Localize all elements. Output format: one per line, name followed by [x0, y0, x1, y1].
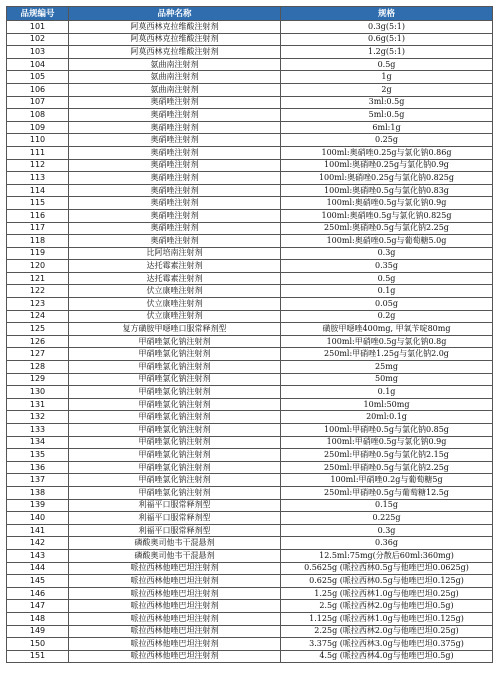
cell-code: 112 [7, 159, 69, 172]
cell-code: 122 [7, 285, 69, 298]
cell-name: 氨曲南注射剂 [69, 71, 281, 84]
cell-name: 复方磺胺甲噁唑口服常释剂型 [69, 323, 281, 336]
cell-code: 129 [7, 373, 69, 386]
cell-name: 阿莫西林克拉维酸注射剂 [69, 21, 281, 34]
table-row [7, 436, 493, 449]
table-row [7, 398, 493, 411]
cell-name: 利福平口服常释剂型 [69, 512, 281, 525]
cell-spec: 100ml:奥硝唑0.25g与氯化钠0.86g [281, 146, 493, 159]
cell-name: 甲硝唑氯化钠注射剂 [69, 411, 281, 424]
cell-name: 奥硝唑注射剂 [69, 109, 281, 122]
cell-name: 甲硝唑氯化钠注射剂 [69, 461, 281, 474]
cell-spec: 0.225g [281, 512, 493, 525]
table-row [7, 600, 493, 613]
cell-spec: 100ml:奥硝唑0.5g与氯化钠0.825g [281, 209, 493, 222]
cell-code: 119 [7, 247, 69, 260]
cell-name: 奥硝唑注射剂 [69, 197, 281, 210]
table-row [7, 197, 493, 210]
cell-code: 126 [7, 335, 69, 348]
cell-name: 甲硝唑氯化钠注射剂 [69, 436, 281, 449]
cell-name: 甲硝唑氯化钠注射剂 [69, 361, 281, 374]
table-body [7, 21, 493, 663]
cell-spec: 0.05g [281, 298, 493, 311]
table-row [7, 424, 493, 437]
cell-name: 哌拉西林他唑巴坦注射剂 [69, 650, 281, 663]
header-row [7, 7, 493, 21]
cell-spec: 100ml:甲硝唑0.5g与氯化钠0.9g [281, 436, 493, 449]
table-row [7, 650, 493, 663]
table-row [7, 612, 493, 625]
table-row [7, 247, 493, 260]
cell-name: 伏立康唑注射剂 [69, 310, 281, 323]
cell-code: 102 [7, 33, 69, 46]
cell-spec: 0.5g [281, 272, 493, 285]
cell-spec: 4.5g (哌拉西林4.0g与他唑巴坦0.5g) [281, 650, 493, 663]
cell-spec: 1.25g (哌拉西林1.0g与他唑巴坦0.25g) [281, 587, 493, 600]
cell-code: 140 [7, 512, 69, 525]
table-row [7, 524, 493, 537]
cell-spec: 250ml:甲硝唑0.5g与葡萄糖12.5g [281, 486, 493, 499]
spec-table [6, 6, 493, 663]
table-row [7, 121, 493, 134]
table-row [7, 499, 493, 512]
cell-spec: 100ml:奥硝唑0.25g与氯化钠0.825g [281, 172, 493, 185]
header-name: 品种名称 [69, 7, 281, 21]
cell-code: 115 [7, 197, 69, 210]
cell-code: 134 [7, 436, 69, 449]
cell-name: 奥硝唑注射剂 [69, 172, 281, 185]
table-row [7, 222, 493, 235]
cell-code: 131 [7, 398, 69, 411]
header-spec: 规格 [281, 7, 493, 21]
cell-name: 哌拉西林他唑巴坦注射剂 [69, 562, 281, 575]
cell-code: 143 [7, 549, 69, 562]
cell-spec: 0.3g [281, 247, 493, 260]
cell-spec: 2.25g (哌拉西林2.0g与他唑巴坦0.25g) [281, 625, 493, 638]
table-row [7, 562, 493, 575]
cell-code: 147 [7, 600, 69, 613]
cell-spec: 50mg [281, 373, 493, 386]
table-row [7, 21, 493, 34]
cell-spec: 100ml:奥硝唑0.5g与氯化钠0.83g [281, 184, 493, 197]
header-code: 品规编号 [7, 7, 69, 21]
cell-spec: 磺胺甲噁唑400mg, 甲氧苄啶80mg [281, 323, 493, 336]
cell-name: 奥硝唑注射剂 [69, 159, 281, 172]
cell-code: 123 [7, 298, 69, 311]
table-row [7, 474, 493, 487]
cell-code: 111 [7, 146, 69, 159]
table-row [7, 348, 493, 361]
cell-name: 甲硝唑氯化钠注射剂 [69, 398, 281, 411]
cell-code: 136 [7, 461, 69, 474]
cell-name: 阿莫西林克拉维酸注射剂 [69, 46, 281, 59]
table-row [7, 71, 493, 84]
cell-name: 达托霉素注射剂 [69, 260, 281, 273]
table-row [7, 449, 493, 462]
cell-name: 达托霉素注射剂 [69, 272, 281, 285]
cell-name: 奥硝唑注射剂 [69, 134, 281, 147]
cell-spec: 1.2g(5:1) [281, 46, 493, 59]
cell-name: 奥硝唑注射剂 [69, 222, 281, 235]
cell-code: 108 [7, 109, 69, 122]
cell-code: 130 [7, 386, 69, 399]
cell-code: 107 [7, 96, 69, 109]
table-row [7, 58, 493, 71]
cell-name: 哌拉西林他唑巴坦注射剂 [69, 612, 281, 625]
cell-name: 哌拉西林他唑巴坦注射剂 [69, 625, 281, 638]
cell-code: 109 [7, 121, 69, 134]
cell-code: 145 [7, 575, 69, 588]
cell-name: 奥硝唑注射剂 [69, 184, 281, 197]
table-row [7, 335, 493, 348]
cell-name: 甲硝唑氯化钠注射剂 [69, 386, 281, 399]
table-row [7, 146, 493, 159]
cell-spec: 0.3g [281, 524, 493, 537]
cell-code: 146 [7, 587, 69, 600]
spec-table-container [6, 6, 492, 663]
cell-code: 125 [7, 323, 69, 336]
cell-code: 139 [7, 499, 69, 512]
table-row [7, 411, 493, 424]
cell-spec: 100ml:奥硝唑0.25g与氯化钠0.9g [281, 159, 493, 172]
cell-name: 甲硝唑氯化钠注射剂 [69, 335, 281, 348]
cell-spec: 0.25g [281, 134, 493, 147]
cell-name: 奥硝唑注射剂 [69, 146, 281, 159]
cell-name: 甲硝唑氯化钠注射剂 [69, 424, 281, 437]
table-row [7, 587, 493, 600]
cell-name: 奥硝唑注射剂 [69, 209, 281, 222]
cell-code: 118 [7, 235, 69, 248]
cell-spec: 1.125g (哌拉西林1.0g与他唑巴坦0.125g) [281, 612, 493, 625]
cell-name: 氨曲南注射剂 [69, 83, 281, 96]
cell-code: 128 [7, 361, 69, 374]
table-row [7, 159, 493, 172]
cell-spec: 100ml:甲硝唑0.2g与葡萄糖5g [281, 474, 493, 487]
table-row [7, 323, 493, 336]
cell-code: 150 [7, 638, 69, 651]
table-row [7, 625, 493, 638]
table-row [7, 298, 493, 311]
cell-code: 132 [7, 411, 69, 424]
table-row [7, 486, 493, 499]
cell-name: 利福平口服常释剂型 [69, 499, 281, 512]
cell-name: 甲硝唑氯化钠注射剂 [69, 486, 281, 499]
table-row [7, 209, 493, 222]
cell-name: 甲硝唑氯化钠注射剂 [69, 474, 281, 487]
cell-code: 101 [7, 21, 69, 34]
cell-code: 142 [7, 537, 69, 550]
cell-code: 137 [7, 474, 69, 487]
cell-spec: 100ml:甲硝唑0.5g与氯化钠0.85g [281, 424, 493, 437]
table-row [7, 272, 493, 285]
cell-code: 120 [7, 260, 69, 273]
cell-code: 105 [7, 71, 69, 84]
cell-code: 110 [7, 134, 69, 147]
cell-spec: 250ml:奥硝唑0.5g与氯化钠2.25g [281, 222, 493, 235]
cell-name: 氨曲南注射剂 [69, 58, 281, 71]
cell-name: 磷酸奥司他韦干混悬剂 [69, 549, 281, 562]
cell-code: 117 [7, 222, 69, 235]
cell-spec: 0.35g [281, 260, 493, 273]
table-row [7, 361, 493, 374]
table-row [7, 575, 493, 588]
cell-spec: 3ml:0.5g [281, 96, 493, 109]
cell-code: 127 [7, 348, 69, 361]
table-row [7, 638, 493, 651]
cell-spec: 0.3g(5:1) [281, 21, 493, 34]
table-row [7, 386, 493, 399]
cell-spec: 100ml:奥硝唑0.5g与氯化钠0.9g [281, 197, 493, 210]
cell-name: 磷酸奥司他韦干混悬剂 [69, 537, 281, 550]
table-row [7, 537, 493, 550]
cell-name: 奥硝唑注射剂 [69, 121, 281, 134]
cell-spec: 0.1g [281, 386, 493, 399]
cell-name: 哌拉西林他唑巴坦注射剂 [69, 575, 281, 588]
cell-spec: 250ml:甲硝唑1.25g与氯化钠2.0g [281, 348, 493, 361]
cell-code: 138 [7, 486, 69, 499]
cell-spec: 0.5625g (哌拉西林0.5g与他唑巴坦0.0625g) [281, 562, 493, 575]
table-row [7, 285, 493, 298]
cell-spec: 0.36g [281, 537, 493, 550]
cell-code: 135 [7, 449, 69, 462]
cell-name: 哌拉西林他唑巴坦注射剂 [69, 587, 281, 600]
cell-code: 106 [7, 83, 69, 96]
cell-spec: 2.5g (哌拉西林2.0g与他唑巴坦0.5g) [281, 600, 493, 613]
cell-spec: 0.5g [281, 58, 493, 71]
cell-spec: 10ml:50mg [281, 398, 493, 411]
table-row [7, 83, 493, 96]
cell-code: 144 [7, 562, 69, 575]
cell-name: 甲硝唑氯化钠注射剂 [69, 373, 281, 386]
cell-code: 149 [7, 625, 69, 638]
cell-code: 114 [7, 184, 69, 197]
cell-code: 151 [7, 650, 69, 663]
cell-spec: 250ml:甲硝唑0.5g与氯化钠2.25g [281, 461, 493, 474]
cell-name: 利福平口服常释剂型 [69, 524, 281, 537]
cell-name: 哌拉西林他唑巴坦注射剂 [69, 600, 281, 613]
cell-code: 133 [7, 424, 69, 437]
cell-name: 甲硝唑氯化钠注射剂 [69, 348, 281, 361]
table-row [7, 235, 493, 248]
cell-code: 141 [7, 524, 69, 537]
cell-code: 148 [7, 612, 69, 625]
cell-name: 阿莫西林克拉维酸注射剂 [69, 33, 281, 46]
cell-spec: 5ml:0.5g [281, 109, 493, 122]
cell-spec: 0.1g [281, 285, 493, 298]
table-row [7, 96, 493, 109]
cell-name: 伏立康唑注射剂 [69, 285, 281, 298]
cell-spec: 25mg [281, 361, 493, 374]
table-row [7, 310, 493, 323]
table-row [7, 260, 493, 273]
cell-spec: 3.375g (哌拉西林3.0g与他唑巴坦0.375g) [281, 638, 493, 651]
table-row [7, 172, 493, 185]
cell-code: 104 [7, 58, 69, 71]
table-row [7, 33, 493, 46]
table-row [7, 46, 493, 59]
cell-spec: 20ml:0.1g [281, 411, 493, 424]
cell-spec: 0.6g(5:1) [281, 33, 493, 46]
cell-spec: 12.5ml:75mg(分散后60ml:360mg) [281, 549, 493, 562]
cell-name: 伏立康唑注射剂 [69, 298, 281, 311]
cell-code: 121 [7, 272, 69, 285]
table-row [7, 184, 493, 197]
table-row [7, 134, 493, 147]
cell-name: 甲硝唑氯化钠注射剂 [69, 449, 281, 462]
cell-name: 奥硝唑注射剂 [69, 96, 281, 109]
cell-name: 哌拉西林他唑巴坦注射剂 [69, 638, 281, 651]
cell-spec: 2g [281, 83, 493, 96]
cell-spec: 0.15g [281, 499, 493, 512]
cell-code: 116 [7, 209, 69, 222]
table-row [7, 109, 493, 122]
cell-name: 奥硝唑注射剂 [69, 235, 281, 248]
cell-code: 113 [7, 172, 69, 185]
cell-spec: 250ml:甲硝唑0.5g与氯化钠2.15g [281, 449, 493, 462]
cell-spec: 6ml:1g [281, 121, 493, 134]
cell-spec: 0.2g [281, 310, 493, 323]
cell-spec: 1g [281, 71, 493, 84]
table-row [7, 512, 493, 525]
cell-name: 比阿培南注射剂 [69, 247, 281, 260]
table-row [7, 373, 493, 386]
cell-spec: 0.625g (哌拉西林0.5g与他唑巴坦0.125g) [281, 575, 493, 588]
cell-spec: 100ml:甲硝唑0.5g与氯化钠0.8g [281, 335, 493, 348]
cell-code: 124 [7, 310, 69, 323]
cell-code: 103 [7, 46, 69, 59]
table-row [7, 461, 493, 474]
table-row [7, 549, 493, 562]
cell-spec: 100ml:奥硝唑0.5g与葡萄糖5.0g [281, 235, 493, 248]
